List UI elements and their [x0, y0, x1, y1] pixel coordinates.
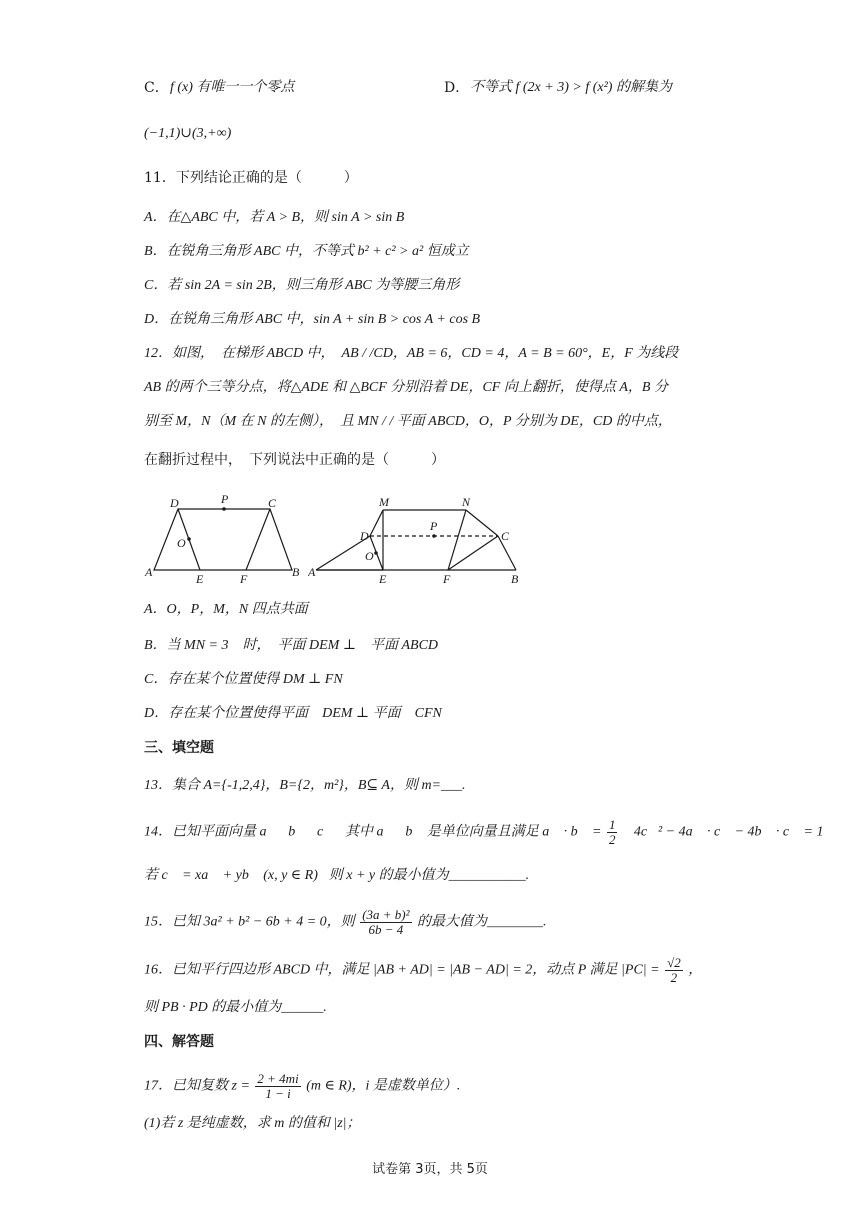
segment-dm — [370, 510, 383, 536]
q12-option-b: B．当 MN = 3 时， 平面 DEM ⊥ 平面 ABCD — [144, 638, 439, 653]
q17-fraction — [255, 1072, 300, 1101]
q17-frac-denominator: 1 − i — [265, 1086, 291, 1101]
label-c: C — [268, 496, 277, 510]
segment-nc — [466, 510, 498, 536]
q16-line2: 则 PB · PD 的最小值为______. — [144, 1000, 327, 1015]
point-o-dot — [187, 537, 191, 541]
q10-option-d-label: D． — [444, 80, 470, 96]
label-b: B — [511, 572, 519, 586]
q14-text-part2: ，4c⃗² − 4a⃗ · c⃗ − 4b⃗ · c⃗ = 1， — [622, 824, 835, 840]
label-f: F — [443, 572, 451, 586]
q17-line1 — [144, 1072, 460, 1101]
q10-option-d-text: 不等式 f (2x + 3) > f (x²) 的解集为 — [470, 80, 672, 95]
point-p-dot — [222, 507, 226, 511]
q11-option-c: C．若 sin 2A = sin 2B，则三角形 ABC 为等腰三角形 — [144, 278, 460, 293]
label-d: D — [170, 496, 179, 510]
q10-option-d-continuation — [0, 124, 860, 152]
q10-option-c-label: C． — [144, 80, 169, 96]
q12-stem-line3: 别至 M，N（M 在 N 的左侧）， 且 MN / / 平面 ABCD，O，P 分别为 DE，CD 的中点， — [144, 414, 672, 429]
label-c: C — [501, 529, 510, 543]
q16-line1 — [144, 956, 702, 985]
segment-fc — [448, 536, 498, 570]
label-e: E — [379, 572, 387, 586]
folded-figure — [308, 490, 533, 590]
section-heading-answer: 四、解答题 — [144, 1034, 214, 1050]
label-o: O — [365, 549, 374, 563]
q15-frac-numerator: (3a + b)² — [362, 907, 410, 922]
q11-option-d: D．在锐角三角形 ABC 中，sin A + sin B > cos A + cos B — [144, 312, 481, 327]
q17-text-part1: 17．已知复数 z = — [144, 1078, 250, 1094]
q14-line2: 若 c⃗ = xa⃗ + yb⃗ (x, y ∈ R)，则 x + y 的最小值为___________. — [144, 868, 530, 883]
q10-option-d-solution-set: (−1,1)∪(3,+∞) — [144, 126, 232, 141]
label-d: D — [360, 529, 369, 543]
q16-text-part2: ， — [688, 962, 703, 978]
q14-text-part1: 14．已知平面向量 a⃗，b⃗，c⃗，其中 a⃗，b⃗ 是单位向量且满足 a⃗ · b⃗ = — [144, 824, 602, 840]
q10-option-c-text: f (x) 有唯一一个零点 — [170, 80, 295, 95]
q11-stem: 11．下列结论正确的是（ ） — [144, 170, 358, 186]
q12-option-d: D．存在某个位置使得平面 DEM ⊥ 平面 CFN — [144, 706, 442, 721]
q12-stem-line4: 在翻折过程中， 下列说法中正确的是（ ） — [144, 452, 445, 468]
label-b: B — [292, 565, 300, 579]
point-p-dot — [432, 534, 436, 538]
label-p: P — [430, 519, 438, 533]
trapezoid-figure — [140, 490, 310, 590]
q15-fraction — [360, 908, 411, 937]
q16-text-part1: 16．已知平行四边形 ABCD 中，满足 |AB + AD| = |AB − AD| = 2，动点 P 满足 |PC| = — [144, 962, 660, 978]
q16-fraction — [665, 956, 683, 985]
segment-cf — [246, 509, 270, 570]
q15-text-part1: 15．已知 3a² + b² − 6b + 4 = 0，则 — [144, 914, 355, 930]
label-n: N — [462, 495, 471, 509]
q17-subquestion-1: (1)若 z 是纯虚数，求 m 的值和 |z|； — [144, 1116, 361, 1131]
label-a: A — [145, 565, 153, 579]
q14-frac-denominator: 2 — [608, 832, 616, 847]
trapezoid-outline — [154, 509, 292, 570]
q15-frac-denominator: 6b − 4 — [368, 922, 404, 937]
label-p: P — [221, 492, 229, 506]
q11-option-a: A．在△ABC 中，若 A > B，则 sin A > sin B — [144, 210, 405, 225]
label-o: O — [177, 536, 186, 550]
q15-text-part2: 的最大值为________. — [417, 914, 547, 930]
q17-text-part2: (m ∈ R)，i 是虚数单位）. — [306, 1078, 461, 1094]
q11-option-b: B．在锐角三角形 ABC 中，不等式 b² + c² > a² 恒成立 — [144, 244, 469, 259]
q14-fraction — [607, 818, 618, 847]
label-a: A — [308, 565, 316, 579]
q14-line1 — [144, 818, 834, 847]
page-footer: 试卷第 3页，共 5页 — [372, 1162, 488, 1177]
q10-options-row — [0, 78, 860, 106]
label-m: M — [379, 495, 389, 509]
label-e: E — [196, 572, 204, 586]
label-f: F — [240, 572, 248, 586]
q12-option-c: C．存在某个位置使得 DM ⊥ FN — [144, 672, 343, 687]
q15-line — [144, 908, 547, 937]
q12-option-a: A．O，P，M，N 四点共面 — [144, 602, 308, 617]
q16-frac-denominator: 2 — [670, 970, 678, 985]
q12-stem-line2: AB 的两个三等分点，将△ADE 和 △BCF 分别沿着 DE，CF 向上翻折，使得点 A，B 分 — [144, 380, 668, 395]
q17-frac-numerator: 2 + 4mi — [257, 1071, 299, 1086]
q12-stem-line1: 12．如图， 在梯形 ABCD 中， AB / /CD，AB = 6，CD = 4，A = B = 60°，E，F 为线段 — [144, 346, 679, 361]
q13-stem: 13．集合 A={-1,2,4}，B={2，m²}，B⊆ A，则 m=___. — [144, 778, 466, 793]
section-heading-fill-in: 三、填空题 — [144, 740, 214, 756]
q14-frac-numerator: 1 — [608, 817, 616, 832]
point-o-dot — [374, 551, 378, 555]
q16-frac-numerator: √2 — [667, 955, 681, 970]
segment-nf — [448, 510, 466, 570]
